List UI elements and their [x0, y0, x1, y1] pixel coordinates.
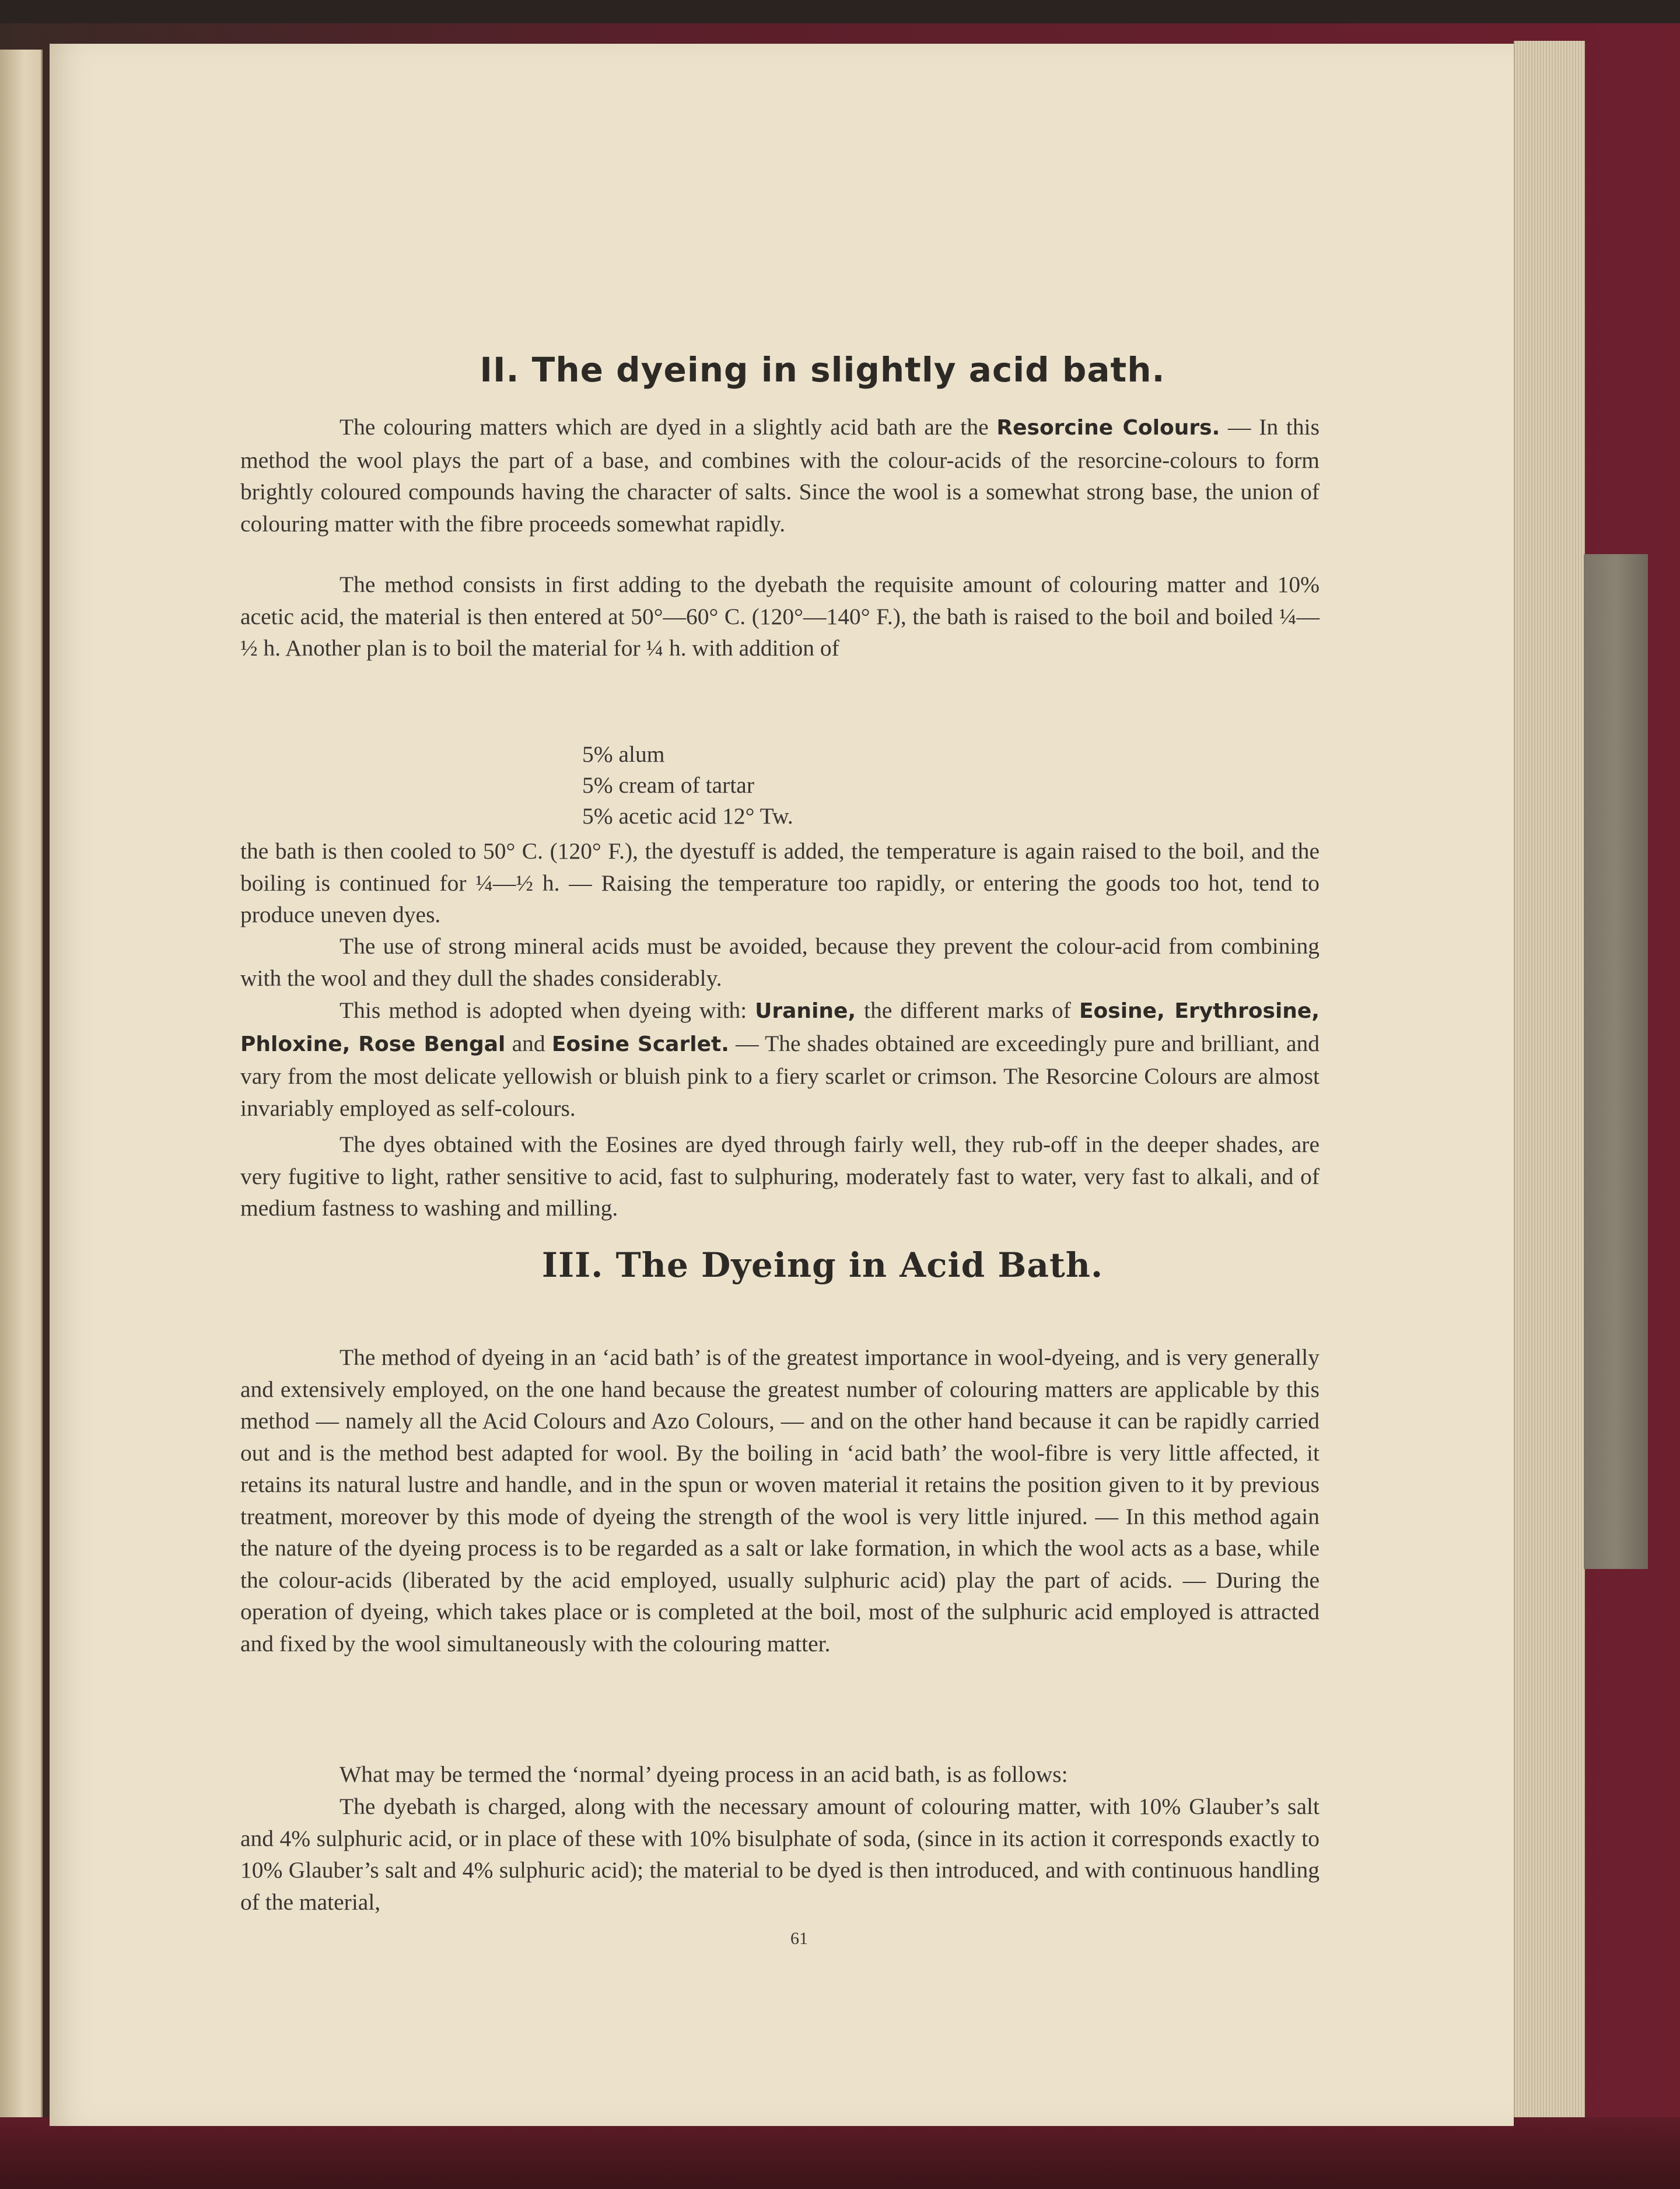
section-3-p3-text: The dyebath is charged, along with the necessary amount of colouring matter, with 10% Glauber’s salt and 4% sulphuric acid, or in place of these with 10% bisulphate of soda, (since in its action it corresponds exactly to 10% Glauber’s salt and 4% sulphuric acid); the material to be dyed is then introduced, and with continuous handling of the material,: [240, 1794, 1320, 1915]
section-2-p1-text-b: — In this method the wool plays the part of a base, and combines with the colour-acids of the resorcine-colours to form brightly coloured compounds having the character of salts. Since the wool is a somewhat strong base, the union of colouring matter with the fibre proceeds somewhat rapidly.: [240, 414, 1320, 537]
section-2-paragraph-3: the bath is then cooled to 50° C. (120° F.), the dyestuff is added, the temperature is again raised to the boil, and the boiling is continued for ¼—½ h. — Raising the temperature too rapidly, or entering the goods too hot, tend to produce uneven dyes.: [240, 838, 1320, 927]
section-2-p5-text-b: the different marks of: [856, 997, 1079, 1023]
section-2-p5-text-a: This method is adopted when dyeing with:: [340, 997, 755, 1023]
section-3-paragraph-1: [240, 1342, 1320, 1659]
section-2-p1-text-a: The colouring matters which are dyed in a slightly acid bath are the: [340, 414, 997, 440]
page-number: 61: [790, 1929, 808, 1948]
section-3-p1-text: The method of dyeing in an ‘acid bath’ is of the greatest importance in wool-dyeing, and is very generally and extensively employed, on the one hand because the greatest number of colouring matters are applicable by this method — namely all the Acid Colours and Azo Colours, — and on the other hand because it can be rapidly carried out and is the method best adapted for wool. By the boiling in ‘acid bath’ the wool-fibre is very little affected, it retains its natural lustre and handle, and in the spun or woven material it retains the position given to it by previous treatment, moreover by this mode of dyeing the strength of the wool is very little injured. — In this method again the nature of the dyeing process is to be regarded as a salt or lake formation, in which the wool acts as a base, while the colour-acids (liberated by the acid employed, usually sulphuric acid) play the part of acids. — During the operation of dyeing, which takes place or is completed at the boil, most of the sulphuric acid employed is attracted and fixed by the wool simultaneously with the colouring matter.: [240, 1344, 1320, 1656]
section-2-paragraph-1: [240, 411, 1320, 540]
page-stack-edge: [1514, 41, 1585, 2117]
ingredient-list: [582, 739, 793, 832]
section-2-p5-text-d: — The shades obtained are exceedingly pure and brilliant, and vary from the most delicate yellowish or bluish pink to a fiery scarlet or crimson. The Resorcine Colours are almost invariably employed as self-colours.: [240, 1030, 1320, 1121]
section-2-p5-bold-3: Eosine Scarlet.: [551, 1032, 729, 1056]
section-2-p1-bold: Resorcine Colours.: [996, 416, 1220, 440]
section-2-p5-text-c: and: [505, 1030, 552, 1056]
section-2-paragraph-5: [240, 994, 1320, 1124]
section-2-p5-bold-2: Eosine, Erythrosine, Phloxine, Rose Bengal: [240, 999, 1320, 1056]
ingredient-item: 5% acetic acid 12° Tw.: [582, 803, 793, 829]
ingredient-item: 5% cream of tartar: [582, 772, 754, 798]
facing-page-edge: [0, 50, 43, 2138]
book-page: [50, 44, 1514, 2126]
section-2-title: II. The dyeing in slightly acid bath.: [480, 350, 1166, 390]
section-2-paragraph-4: [240, 930, 1320, 994]
section-2-p2-text: The method consists in first adding to the dyebath the requisite amount of colouring matter and 10% acetic acid, the material is then entered at 50°—60° C. (120°—140° F.), the bath is raised to the boil and boiled ¼—½ h. Another plan is to boil the material for ¼ h. with addition of: [240, 572, 1320, 661]
ingredient-item: 5% alum: [582, 741, 665, 767]
section-2-p6-text: The dyes obtained with the Eosines are dyed through fairly well, they rub-off in the deeper shades, are very fugitive to light, rather sensitive to acid, fast to sulphuring, moderately fast to water, very fast to alkali, and of medium fastness to washing and milling.: [240, 1132, 1320, 1221]
binding-patch: [1584, 554, 1648, 1569]
section-2-paragraph-2: [240, 569, 1320, 664]
section-3-p2-text: What may be termed the ‘normal’ dyeing process in an acid bath, is as follows:: [340, 1761, 1068, 1787]
section-2-p5-bold-1: Uranine,: [755, 999, 856, 1023]
section-2-p4-text: The use of strong mineral acids must be avoided, because they prevent the colour-acid from combining with the wool and they dull the shades considerably.: [240, 933, 1320, 991]
section-3-paragraph-3: [240, 1791, 1320, 1918]
cover-bottom-edge: [0, 2117, 1680, 2189]
section-2-paragraph-6: [240, 1129, 1320, 1224]
section-3-paragraph-2: [240, 1759, 1320, 1791]
section-3-title: III. The Dyeing in Acid Bath.: [541, 1245, 1104, 1285]
